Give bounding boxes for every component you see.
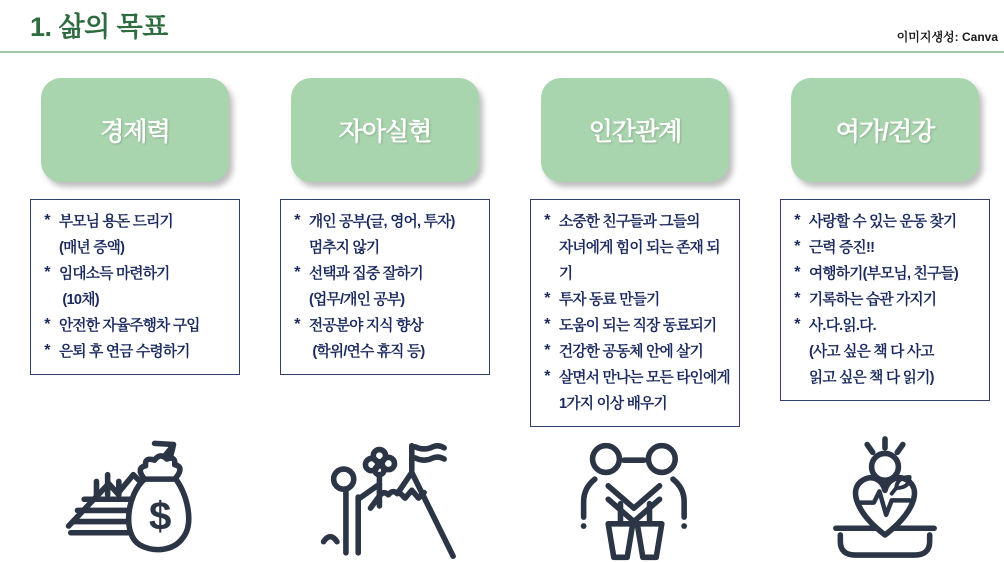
bullet-asterisk: * bbox=[294, 264, 300, 281]
goal-category-label: 경제력 bbox=[100, 118, 170, 146]
bullet-asterisk: * bbox=[44, 342, 50, 359]
goal-item-text: 도움이 되는 직장 동료되기 bbox=[559, 318, 717, 334]
goal-item bbox=[785, 209, 983, 235]
goal-item-text: 멈추지 않기 bbox=[309, 240, 380, 256]
bullet-asterisk: * bbox=[544, 368, 550, 385]
goal-column-self-realization bbox=[280, 78, 490, 562]
goal-item-text: 개인 공부(글, 영어, 투자) bbox=[309, 214, 455, 230]
goal-item-text: 임대소득 마련하기 bbox=[59, 266, 170, 282]
goal-item-continuation bbox=[785, 365, 983, 391]
goal-item bbox=[535, 287, 733, 313]
goal-item bbox=[785, 261, 983, 287]
goal-item bbox=[35, 261, 233, 287]
goal-item-text: 선택과 집중 잘하기 bbox=[309, 266, 423, 282]
goal-item bbox=[35, 209, 233, 235]
money-growth-icon bbox=[56, 427, 214, 562]
bullet-asterisk: * bbox=[294, 316, 300, 333]
goal-item bbox=[35, 339, 233, 365]
goal-item-text: 근력 증진!! bbox=[809, 240, 875, 256]
goal-item bbox=[785, 313, 983, 339]
page-title: 1. 삶의 목표 bbox=[30, 12, 168, 42]
goal-category-card bbox=[41, 78, 229, 182]
goal-column-relationships bbox=[530, 78, 740, 562]
goal-list-box bbox=[780, 199, 990, 401]
goal-item-text: 사.다.읽.다. bbox=[809, 318, 877, 334]
goal-item-continuation bbox=[35, 235, 233, 261]
goal-category-label: 자아실현 bbox=[338, 118, 432, 146]
goal-column-economy bbox=[30, 78, 240, 562]
bullet-asterisk: * bbox=[544, 316, 550, 333]
goal-item-text: 안전한 자율주행차 구입 bbox=[59, 318, 200, 334]
title-divider bbox=[0, 51, 1004, 53]
bullet-asterisk: * bbox=[544, 342, 550, 359]
goal-item-text: 1가지 이상 배우기 bbox=[559, 396, 667, 412]
goal-item-text: 소중한 친구들과 그들의 bbox=[559, 214, 700, 230]
goal-item bbox=[35, 313, 233, 339]
handshake-icon bbox=[564, 427, 706, 562]
goal-item-continuation bbox=[785, 339, 983, 365]
goal-item-text: 살면서 만나는 모든 타인에게 bbox=[559, 370, 730, 386]
goal-item-continuation bbox=[535, 235, 733, 287]
goal-list-box bbox=[530, 199, 740, 427]
heart-health-icon bbox=[814, 427, 956, 562]
goal-item bbox=[535, 339, 733, 365]
goal-item-text: (10채) bbox=[59, 292, 99, 308]
goal-item-text: 기록하는 습관 가지기 bbox=[809, 292, 937, 308]
goal-item-text: (매년 증액) bbox=[59, 240, 125, 256]
goal-item-text: 자녀에게 힘이 되는 존재 되기 bbox=[559, 240, 720, 282]
goal-item-continuation bbox=[285, 235, 483, 261]
bullet-asterisk: * bbox=[544, 290, 550, 307]
goal-item-text: 전공분야 지식 향상 bbox=[309, 318, 423, 334]
goal-item-text: (업무/개인 공부) bbox=[309, 292, 405, 308]
bullet-asterisk: * bbox=[794, 290, 800, 307]
goal-item-continuation bbox=[535, 391, 733, 417]
goal-category-label: 여가/건강 bbox=[835, 118, 935, 146]
goal-item bbox=[285, 313, 483, 339]
svg-text:$: $ bbox=[148, 493, 172, 539]
image-credit: 이미지생성: Canva bbox=[896, 30, 998, 44]
bullet-asterisk: * bbox=[294, 212, 300, 229]
goal-item bbox=[785, 287, 983, 313]
goal-item-text: 은퇴 후 연금 수령하기 bbox=[59, 344, 190, 360]
goal-category-card bbox=[541, 78, 729, 182]
bullet-asterisk: * bbox=[44, 316, 50, 333]
goal-item-text: 여행하기(부모님, 친구들) bbox=[809, 266, 959, 282]
goal-category-card bbox=[291, 78, 479, 182]
goal-item-text: (학위/연수 휴직 등) bbox=[309, 344, 425, 360]
goal-item-continuation bbox=[285, 287, 483, 313]
goal-item-text: 투자 동료 만들기 bbox=[559, 292, 660, 308]
goal-item-text: 읽고 싶은 책 다 읽기) bbox=[809, 370, 934, 386]
goal-item bbox=[285, 209, 483, 235]
goal-item-text: (사고 싶은 책 다 사고 bbox=[809, 344, 934, 360]
goal-item bbox=[285, 261, 483, 287]
bullet-asterisk: * bbox=[794, 238, 800, 255]
goal-item bbox=[535, 313, 733, 339]
bullet-asterisk: * bbox=[794, 316, 800, 333]
goal-item-text: 부모님 용돈 드리기 bbox=[59, 214, 173, 230]
bullet-asterisk: * bbox=[44, 212, 50, 229]
bullet-asterisk: * bbox=[544, 212, 550, 229]
bullet-asterisk: * bbox=[44, 264, 50, 281]
goal-list-box bbox=[30, 199, 240, 375]
mountain-flag-icon bbox=[310, 427, 460, 562]
goal-item-continuation bbox=[35, 287, 233, 313]
goal-item-continuation bbox=[285, 339, 483, 365]
goal-item-text: 사랑할 수 있는 운동 찾기 bbox=[809, 214, 957, 230]
goal-item bbox=[535, 365, 733, 391]
goal-item-text: 건강한 공동체 안에 살기 bbox=[559, 344, 704, 360]
goal-list-box bbox=[280, 199, 490, 375]
goal-column-leisure-health bbox=[780, 78, 990, 562]
bullet-asterisk: * bbox=[794, 264, 800, 281]
goal-category-label: 인간관계 bbox=[588, 118, 682, 146]
goal-item bbox=[535, 209, 733, 235]
goal-columns bbox=[30, 78, 990, 560]
bullet-asterisk: * bbox=[794, 212, 800, 229]
goal-category-card bbox=[791, 78, 979, 182]
goal-item bbox=[785, 235, 983, 261]
